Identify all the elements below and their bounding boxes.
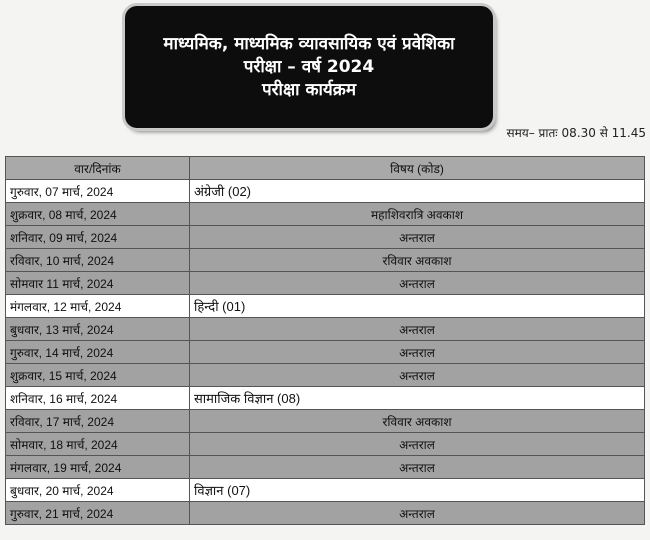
table-row: [6, 387, 645, 410]
row-date: शुक्रवार, 08 मार्च, 2024: [6, 203, 190, 226]
row-date: गुरुवार, 14 मार्च, 2024: [6, 341, 190, 364]
exam-timing: समय– प्रातः 08.30 से 11.45: [506, 126, 646, 140]
row-date: शुक्रवार, 15 मार्च, 2024: [6, 364, 190, 387]
row-date: रविवार, 10 मार्च, 2024: [6, 249, 190, 272]
row-date: सोमवार 11 मार्च, 2024: [6, 272, 190, 295]
table-row: [6, 433, 645, 456]
row-subject: अन्तराल: [190, 226, 645, 249]
row-subject: महाशिवरात्रि अवकाश: [190, 203, 645, 226]
table-row: [6, 410, 645, 433]
exam-schedule-table: [5, 156, 645, 525]
table-row: [6, 456, 645, 479]
row-subject: अन्तराल: [190, 272, 645, 295]
row-subject: रविवार अवकाश: [190, 410, 645, 433]
table-row: [6, 180, 645, 203]
row-subject: हिन्दी (01): [190, 295, 645, 318]
row-date: बुधवार, 13 मार्च, 2024: [6, 318, 190, 341]
row-subject: अन्तराल: [190, 318, 645, 341]
table-row: [6, 479, 645, 502]
row-subject: अन्तराल: [190, 341, 645, 364]
table-row: [6, 272, 645, 295]
schedule-body: [6, 180, 645, 525]
row-date: गुरुवार, 21 मार्च, 2024: [6, 502, 190, 525]
table-row: [6, 318, 645, 341]
title-line-2: परीक्षा – वर्ष 2024: [243, 56, 375, 77]
table-row: [6, 203, 645, 226]
title-line-1: माध्यमिक, माध्यमिक व्यावसायिक एवं प्रवेशिका: [163, 33, 455, 54]
table-header-row: [6, 157, 645, 180]
column-header-subject: विषय (कोड): [190, 157, 645, 180]
row-subject: विज्ञान (07): [190, 479, 645, 502]
title-line-3: परीक्षा कार्यक्रम: [261, 79, 357, 100]
table-row: [6, 502, 645, 525]
exam-title-box: [125, 6, 493, 128]
table-row: [6, 364, 645, 387]
table-row: [6, 341, 645, 364]
row-date: सोमवार, 18 मार्च, 2024: [6, 433, 190, 456]
row-date: गुरुवार, 07 मार्च, 2024: [6, 180, 190, 203]
row-date: शनिवार, 16 मार्च, 2024: [6, 387, 190, 410]
row-subject: अन्तराल: [190, 502, 645, 525]
row-date: रविवार, 17 मार्च, 2024: [6, 410, 190, 433]
row-subject: रविवार अवकाश: [190, 249, 645, 272]
table-row: [6, 226, 645, 249]
row-subject: अन्तराल: [190, 364, 645, 387]
column-header-date: वार/दिनांक: [6, 157, 190, 180]
row-subject: सामाजिक विज्ञान (08): [190, 387, 645, 410]
row-date: शनिवार, 09 मार्च, 2024: [6, 226, 190, 249]
row-subject: अन्तराल: [190, 433, 645, 456]
table-row: [6, 249, 645, 272]
row-date: बुधवार, 20 मार्च, 2024: [6, 479, 190, 502]
row-date: मंगलवार, 12 मार्च, 2024: [6, 295, 190, 318]
row-subject: अन्तराल: [190, 456, 645, 479]
row-date: मंगलवार, 19 मार्च, 2024: [6, 456, 190, 479]
table-row: [6, 295, 645, 318]
row-subject: अंग्रेजी (02): [190, 180, 645, 203]
